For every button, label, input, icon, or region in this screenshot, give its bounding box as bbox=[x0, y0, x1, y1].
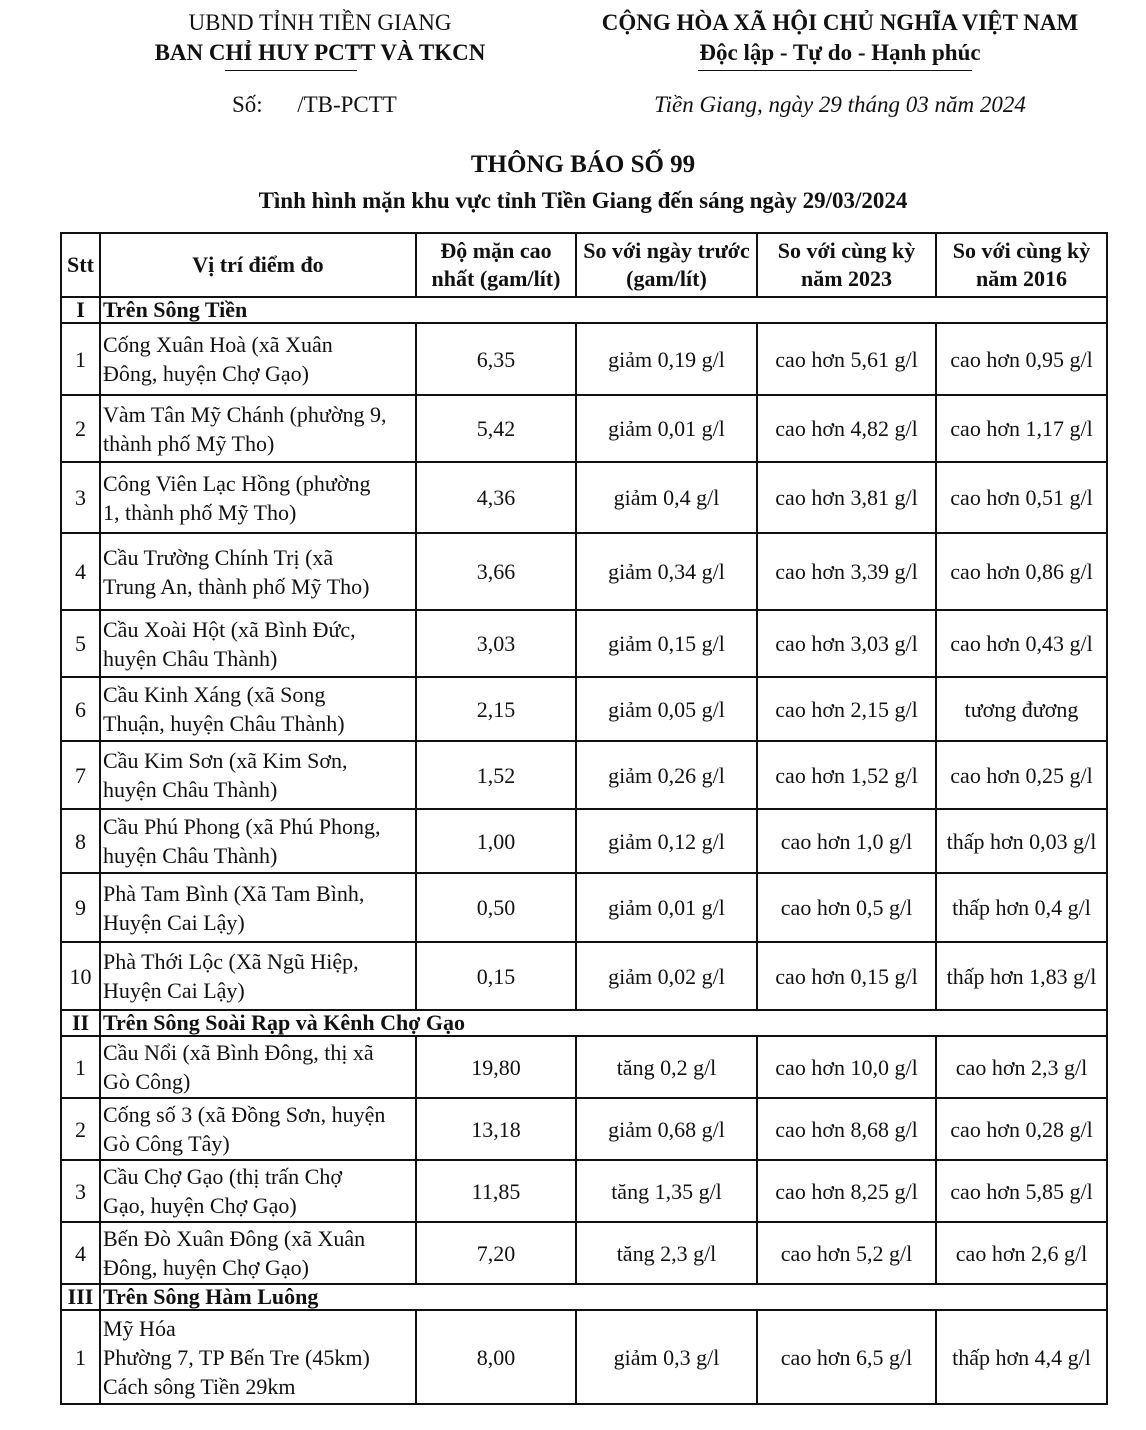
document-number bbox=[232, 90, 397, 120]
agency-underline bbox=[225, 70, 357, 71]
location-line: Cầu Phú Phong (xã Phú Phong, bbox=[103, 814, 381, 839]
location-line: Công Viên Lạc Hồng (phường bbox=[103, 470, 371, 496]
row-max-salinity: 19,80 bbox=[416, 1036, 576, 1098]
table-row bbox=[61, 942, 1107, 1010]
row-location bbox=[100, 462, 416, 533]
row-vs-2023: cao hơn 10,0 g/l bbox=[757, 1036, 936, 1098]
col-header-stt: Stt bbox=[61, 233, 100, 297]
row-max-salinity: 4,36 bbox=[416, 462, 576, 533]
row-vs-2016: cao hơn 0,95 g/l bbox=[936, 323, 1107, 395]
row-stt: 3 bbox=[61, 462, 100, 533]
location-line: thành phố Mỹ Tho) bbox=[103, 430, 275, 456]
location-line: Phường 7, TP Bến Tre (45km) bbox=[103, 1344, 370, 1370]
row-vs-2016: cao hơn 0,25 g/l bbox=[936, 741, 1107, 809]
row-location bbox=[100, 1036, 416, 1098]
col-header-vs-2023: So với cùng kỳ năm 2023 bbox=[757, 233, 936, 297]
location-line: Mỹ Hóa bbox=[103, 1315, 176, 1341]
row-vs-2023: cao hơn 1,0 g/l bbox=[757, 809, 936, 873]
row-stt: 4 bbox=[61, 1222, 100, 1284]
table-row bbox=[61, 323, 1107, 395]
table-row bbox=[61, 610, 1107, 677]
row-vs-prev-day: giảm 0,4 g/l bbox=[576, 462, 757, 533]
row-vs-2023: cao hơn 5,2 g/l bbox=[757, 1222, 936, 1284]
row-vs-2023: cao hơn 0,15 g/l bbox=[757, 942, 936, 1010]
row-vs-2023: cao hơn 2,15 g/l bbox=[757, 677, 936, 741]
location-line: Cầu Kinh Xáng (xã Song bbox=[103, 682, 326, 707]
salinity-table bbox=[60, 232, 1108, 1405]
table-body bbox=[61, 297, 1107, 1404]
table-row bbox=[61, 1160, 1107, 1222]
row-max-salinity: 3,03 bbox=[416, 610, 576, 677]
row-max-salinity: 6,35 bbox=[416, 323, 576, 395]
location-line: Gò Công) bbox=[103, 1069, 191, 1094]
col-header-vs-2016: So với cùng kỳ năm 2016 bbox=[936, 233, 1107, 297]
table-row bbox=[61, 1098, 1107, 1160]
col-header-vs-prev-day: So với ngày trước (gam/lít) bbox=[576, 233, 757, 297]
table-row bbox=[61, 462, 1107, 533]
table-row bbox=[61, 533, 1107, 610]
location-line: Phà Thới Lộc (Xã Ngũ Hiệp, bbox=[103, 949, 359, 974]
row-vs-2023: cao hơn 3,03 g/l bbox=[757, 610, 936, 677]
location-line: Thuận, huyện Châu Thành) bbox=[103, 711, 345, 736]
row-vs-prev-day: giảm 0,02 g/l bbox=[576, 942, 757, 1010]
row-vs-2016: thấp hơn 1,83 g/l bbox=[936, 942, 1107, 1010]
row-max-salinity: 0,15 bbox=[416, 942, 576, 1010]
section-row bbox=[61, 1284, 1107, 1310]
row-vs-prev-day: giảm 0,15 g/l bbox=[576, 610, 757, 677]
location-line: Cầu Kim Sơn (xã Kim Sơn, bbox=[103, 748, 348, 773]
row-stt: 8 bbox=[61, 809, 100, 873]
row-vs-prev-day: giảm 0,05 g/l bbox=[576, 677, 757, 741]
document-number-label: Số: bbox=[232, 92, 263, 117]
location-line: Vàm Tân Mỹ Chánh (phường 9, bbox=[103, 401, 387, 427]
row-location bbox=[100, 533, 416, 610]
location-line: Cầu Nổi (xã Bình Đông, thị xã bbox=[103, 1040, 374, 1065]
row-stt: 1 bbox=[61, 323, 100, 395]
section-name: Trên Sông Tiền bbox=[100, 297, 1107, 323]
row-max-salinity: 0,50 bbox=[416, 873, 576, 942]
location-line: Đông, huyện Chợ Gạo) bbox=[103, 361, 309, 386]
row-vs-prev-day: giảm 0,68 g/l bbox=[576, 1098, 757, 1160]
row-max-salinity: 5,42 bbox=[416, 395, 576, 462]
section-number: I bbox=[61, 297, 100, 323]
table-row bbox=[61, 1310, 1107, 1404]
row-vs-prev-day: giảm 0,34 g/l bbox=[576, 533, 757, 610]
row-vs-2016: cao hơn 2,3 g/l bbox=[936, 1036, 1107, 1098]
row-stt: 1 bbox=[61, 1310, 100, 1404]
row-vs-2023: cao hơn 0,5 g/l bbox=[757, 873, 936, 942]
row-vs-2016: tương đương bbox=[936, 677, 1107, 741]
row-vs-2023: cao hơn 3,39 g/l bbox=[757, 533, 936, 610]
row-vs-2023: cao hơn 8,25 g/l bbox=[757, 1160, 936, 1222]
row-vs-2016: cao hơn 2,6 g/l bbox=[936, 1222, 1107, 1284]
document-title: THÔNG BÁO SỐ 99 bbox=[470, 151, 696, 178]
location-line: Đông, huyện Chợ Gạo) bbox=[103, 1255, 309, 1280]
motto-underline bbox=[698, 70, 972, 71]
location-line: Cống Xuân Hoà (xã Xuân bbox=[103, 332, 333, 357]
row-stt: 4 bbox=[61, 533, 100, 610]
row-vs-prev-day: tăng 1,35 g/l bbox=[576, 1160, 757, 1222]
row-location bbox=[100, 1098, 416, 1160]
table-row bbox=[61, 809, 1107, 873]
row-stt: 5 bbox=[61, 610, 100, 677]
row-max-salinity: 11,85 bbox=[416, 1160, 576, 1222]
location-line: 1, thành phố Mỹ Tho) bbox=[103, 499, 297, 525]
location-line: Phà Tam Bình (Xã Tam Bình, bbox=[103, 880, 365, 906]
table-row bbox=[61, 677, 1107, 741]
row-vs-2016: cao hơn 0,51 g/l bbox=[936, 462, 1107, 533]
table-row bbox=[61, 873, 1107, 942]
row-location bbox=[100, 323, 416, 395]
location-line: Cầu Xoài Hột (xã Bình Đức, bbox=[103, 616, 356, 642]
document-number-value: /TB-PCTT bbox=[297, 92, 397, 117]
location-line: Cầu Chợ Gạo (thị trấn Chợ bbox=[103, 1164, 342, 1189]
row-vs-prev-day: giảm 0,26 g/l bbox=[576, 741, 757, 809]
row-stt: 1 bbox=[61, 1036, 100, 1098]
row-vs-2023: cao hơn 4,82 g/l bbox=[757, 395, 936, 462]
section-row bbox=[61, 1010, 1107, 1036]
table-row bbox=[61, 1036, 1107, 1098]
row-vs-2016: cao hơn 0,28 g/l bbox=[936, 1098, 1107, 1160]
row-location bbox=[100, 395, 416, 462]
location-line: huyện Châu Thành) bbox=[103, 843, 278, 868]
table-row bbox=[61, 1222, 1107, 1284]
issuing-agency bbox=[120, 8, 520, 68]
row-vs-2023: cao hơn 1,52 g/l bbox=[757, 741, 936, 809]
col-header-max-salinity: Độ mặn cao nhất (gam/lít) bbox=[416, 233, 576, 297]
row-location bbox=[100, 1160, 416, 1222]
row-max-salinity: 7,20 bbox=[416, 1222, 576, 1284]
col-header-location: Vị trí điểm đo bbox=[100, 233, 416, 297]
row-vs-prev-day: giảm 0,19 g/l bbox=[576, 323, 757, 395]
location-line: huyện Châu Thành) bbox=[103, 777, 278, 802]
table-row bbox=[61, 395, 1107, 462]
row-vs-2023: cao hơn 8,68 g/l bbox=[757, 1098, 936, 1160]
location-line: Huyện Cai Lậy) bbox=[103, 978, 245, 1003]
location-line: Cầu Trường Chính Trị (xã bbox=[103, 544, 334, 570]
location-line: Gạo, huyện Chợ Gạo) bbox=[103, 1193, 297, 1218]
row-vs-2023: cao hơn 5,61 g/l bbox=[757, 323, 936, 395]
row-vs-2016: cao hơn 1,17 g/l bbox=[936, 395, 1107, 462]
row-max-salinity: 1,00 bbox=[416, 809, 576, 873]
row-max-salinity: 3,66 bbox=[416, 533, 576, 610]
row-vs-2016: thấp hơn 0,4 g/l bbox=[936, 873, 1107, 942]
nation-name: CỘNG HÒA XÃ HỘI CHỦ NGHĨA VIỆT NAM bbox=[601, 10, 1079, 35]
national-motto bbox=[590, 8, 1090, 68]
location-line: Trung An, thành phố Mỹ Tho) bbox=[103, 573, 370, 599]
row-vs-2023: cao hơn 3,81 g/l bbox=[757, 462, 936, 533]
row-stt: 9 bbox=[61, 873, 100, 942]
row-location bbox=[100, 610, 416, 677]
row-location bbox=[100, 741, 416, 809]
row-stt: 3 bbox=[61, 1160, 100, 1222]
row-location bbox=[100, 809, 416, 873]
row-vs-prev-day: giảm 0,12 g/l bbox=[576, 809, 757, 873]
row-max-salinity: 2,15 bbox=[416, 677, 576, 741]
row-vs-prev-day: giảm 0,01 g/l bbox=[576, 873, 757, 942]
location-line: Gò Công Tây) bbox=[103, 1131, 230, 1156]
table-header-row bbox=[61, 233, 1107, 297]
row-vs-prev-day: tăng 2,3 g/l bbox=[576, 1222, 757, 1284]
section-name: Trên Sông Hàm Luông bbox=[100, 1284, 1107, 1310]
row-vs-2016: cao hơn 0,86 g/l bbox=[936, 533, 1107, 610]
section-number: II bbox=[61, 1010, 100, 1036]
command-board: BAN CHỈ HUY PCTT VÀ TKCN bbox=[154, 40, 486, 65]
row-vs-2023: cao hơn 6,5 g/l bbox=[757, 1310, 936, 1404]
row-location bbox=[100, 942, 416, 1010]
row-stt: 6 bbox=[61, 677, 100, 741]
row-location bbox=[100, 677, 416, 741]
row-vs-2016: cao hơn 5,85 g/l bbox=[936, 1160, 1107, 1222]
row-vs-prev-day: tăng 0,2 g/l bbox=[576, 1036, 757, 1098]
row-vs-prev-day: giảm 0,01 g/l bbox=[576, 395, 757, 462]
province-committee: UBND TỈNH TIỀN GIANG bbox=[188, 10, 452, 35]
row-vs-2016: thấp hơn 4,4 g/l bbox=[936, 1310, 1107, 1404]
location-line: Cống số 3 (xã Đồng Sơn, huyện bbox=[103, 1102, 386, 1127]
row-vs-prev-day: giảm 0,3 g/l bbox=[576, 1310, 757, 1404]
row-location bbox=[100, 1310, 416, 1404]
section-name: Trên Sông Soài Rạp và Kênh Chợ Gạo bbox=[100, 1010, 1107, 1036]
location-line: Cách sông Tiền 29km bbox=[103, 1373, 296, 1399]
document-subtitle: Tình hình mặn khu vực tỉnh Tiền Giang đến sáng ngày 29/03/2024 bbox=[258, 188, 908, 213]
place-date: Tiền Giang, ngày 29 tháng 03 năm 2024 bbox=[654, 92, 1026, 117]
row-vs-2016: thấp hơn 0,03 g/l bbox=[936, 809, 1107, 873]
row-max-salinity: 13,18 bbox=[416, 1098, 576, 1160]
motto: Độc lập - Tự do - Hạnh phúc bbox=[699, 40, 981, 65]
location-line: Bến Đò Xuân Đông (xã Xuân bbox=[103, 1226, 366, 1251]
location-line: huyện Châu Thành) bbox=[103, 645, 278, 671]
row-vs-2016: cao hơn 0,43 g/l bbox=[936, 610, 1107, 677]
row-stt: 2 bbox=[61, 395, 100, 462]
section-row bbox=[61, 297, 1107, 323]
row-location bbox=[100, 1222, 416, 1284]
row-stt: 7 bbox=[61, 741, 100, 809]
location-line: Huyện Cai Lậy) bbox=[103, 909, 245, 935]
table-row bbox=[61, 741, 1107, 809]
row-stt: 2 bbox=[61, 1098, 100, 1160]
row-stt: 10 bbox=[61, 942, 100, 1010]
section-number: III bbox=[61, 1284, 100, 1310]
row-location bbox=[100, 873, 416, 942]
row-max-salinity: 8,00 bbox=[416, 1310, 576, 1404]
row-max-salinity: 1,52 bbox=[416, 741, 576, 809]
